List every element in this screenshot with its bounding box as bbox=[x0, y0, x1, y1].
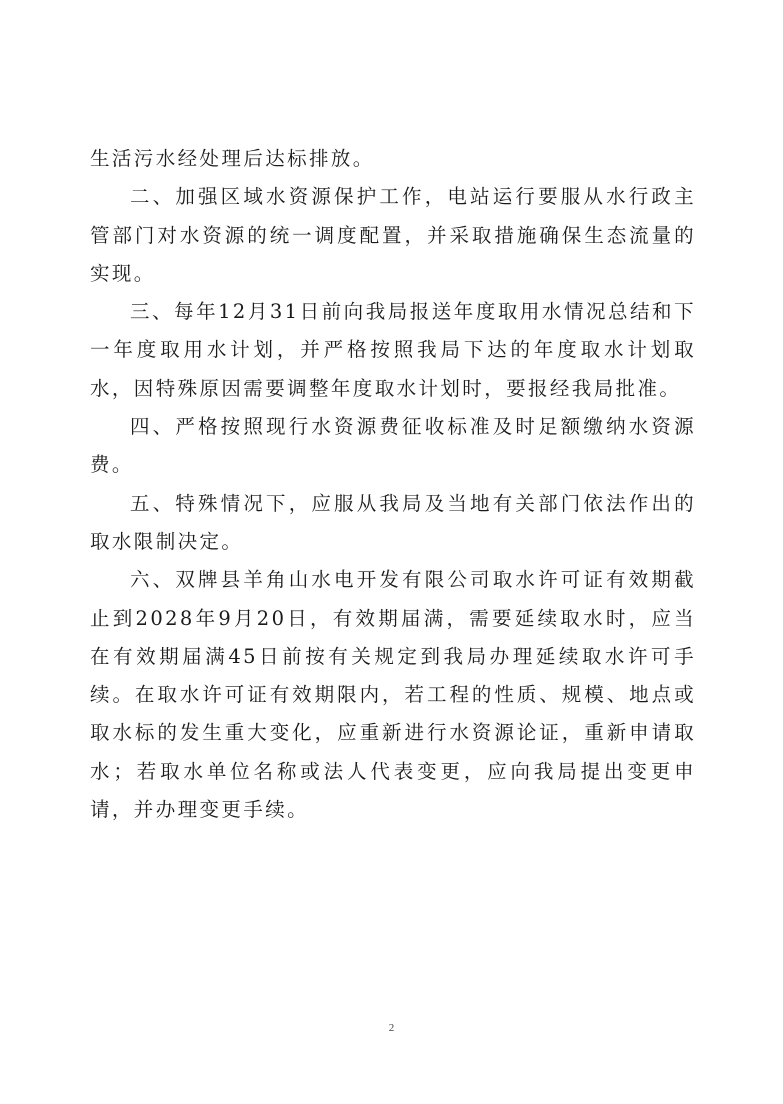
paragraph-item-3: 三、每年12月31日前向我局报送年度取用水情况总结和下一年度取用水计划，并严格按照我局下达的年度取水计划取水，因特殊原因需要调整年度取水计划时，要报经我局批准。 bbox=[90, 300, 696, 400]
paragraph-item-5: 五、特殊情况下，应服从我局及当地有关部门依法作出的取水限制决定。 bbox=[90, 491, 696, 553]
page-number: 2 bbox=[388, 1022, 395, 1034]
paragraph-item-4: 四、严格按照现行水资源费征收标准及时足额缴纳水资源费。 bbox=[90, 415, 696, 477]
paragraph-continuation: 生活污水经处理后达标排放。 bbox=[90, 147, 375, 170]
paragraph-item-6: 六、双牌县羊角山水电开发有限公司取水许可证有效期截止到2028年9月20日，有效期届满，需要延续取水时，应当在有效期届满45日前按有关规定到我局办理延续取水许可手续。在取水许可证有效期限内，若工程的性质、规模、地点或取水标的发生重大变化，应重新进行水资源论证，重新申请取水；若取水单位名称或法人代表变更，应向我局提出变更申请，并办理变更手续。 bbox=[90, 568, 696, 822]
document-body bbox=[90, 140, 696, 829]
paragraph-item-2: 二、加强区域水资源保护工作，电站运行要服从水行政主管部门对水资源的统一调度配置，并采取措施确保生态流量的实现。 bbox=[90, 185, 696, 285]
